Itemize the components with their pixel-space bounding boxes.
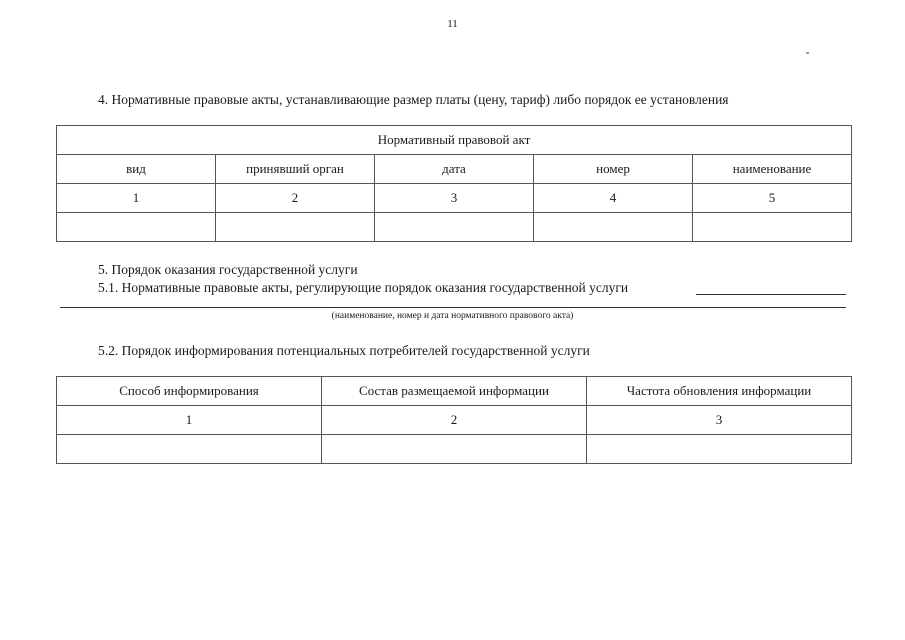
section-5-2-heading: 5.2. Порядок информирования потенциальных потребителей государственной услуги bbox=[98, 343, 590, 358]
empty-cell bbox=[693, 213, 852, 242]
column-number: 3 bbox=[375, 184, 534, 213]
column-number: 3 bbox=[587, 406, 852, 435]
table-header-row bbox=[57, 126, 852, 155]
empty-cell bbox=[216, 213, 375, 242]
fill-in-caption: (наименование, номер и дата нормативного правового акта) bbox=[331, 311, 574, 321]
fill-in-line bbox=[60, 307, 846, 308]
column-header: Состав размещаемой информации bbox=[322, 377, 587, 406]
section-5-heading: 5. Порядок оказания государственной услуги bbox=[98, 262, 358, 277]
table-column-row bbox=[57, 155, 852, 184]
table-number-row bbox=[57, 406, 852, 435]
empty-cell bbox=[57, 435, 322, 464]
fill-in-line bbox=[696, 294, 846, 295]
table-empty-row bbox=[57, 435, 852, 464]
informing-table bbox=[56, 376, 852, 464]
column-header: наименование bbox=[693, 155, 852, 184]
empty-cell bbox=[375, 213, 534, 242]
empty-cell bbox=[534, 213, 693, 242]
column-number: 4 bbox=[534, 184, 693, 213]
column-number: 5 bbox=[693, 184, 852, 213]
column-header: принявший орган bbox=[216, 155, 375, 184]
page-number: 11 bbox=[447, 18, 458, 30]
column-number: 2 bbox=[322, 406, 587, 435]
column-number: 2 bbox=[216, 184, 375, 213]
section-4-heading: 4. Нормативные правовые акты, устанавливающие размер платы (цену, тариф) либо порядок ее установления bbox=[98, 92, 729, 107]
column-header: номер bbox=[534, 155, 693, 184]
empty-cell bbox=[587, 435, 852, 464]
table-number-row bbox=[57, 184, 852, 213]
section-5-1-text: 5.1. Нормативные правовые акты, регулирующие порядок оказания государственной услуги bbox=[98, 280, 629, 295]
scan-speck bbox=[806, 52, 809, 54]
column-header: дата bbox=[375, 155, 534, 184]
column-header: Частота обновления информации bbox=[587, 377, 852, 406]
column-header: вид bbox=[57, 155, 216, 184]
column-header: Способ информирования bbox=[57, 377, 322, 406]
column-number: 1 bbox=[57, 184, 216, 213]
empty-cell bbox=[57, 213, 216, 242]
empty-cell bbox=[322, 435, 587, 464]
column-number: 1 bbox=[57, 406, 322, 435]
group-header-cell: Нормативный правовой акт bbox=[57, 126, 852, 155]
table-empty-row bbox=[57, 213, 852, 242]
legal-acts-table bbox=[56, 125, 852, 242]
table-column-row bbox=[57, 377, 852, 406]
